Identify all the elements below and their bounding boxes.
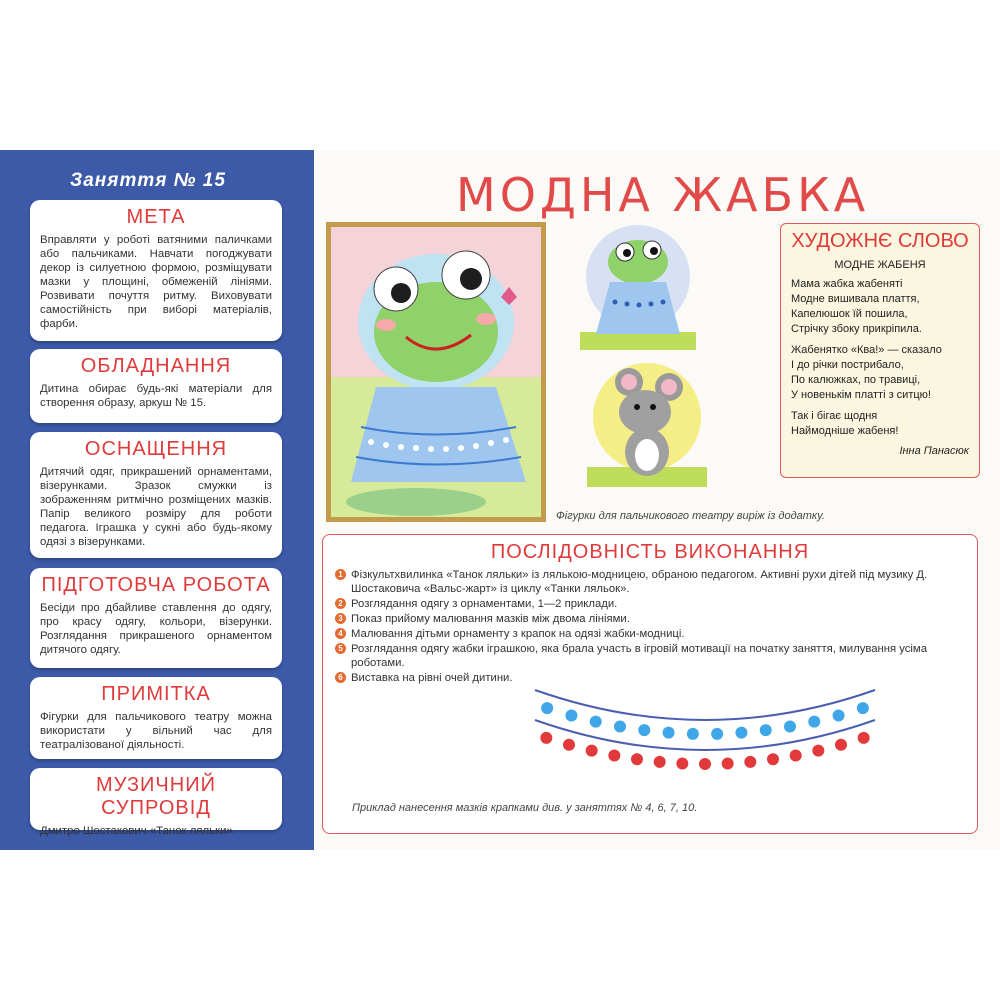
step-number-badge: 4 (335, 628, 346, 639)
red-dot (722, 757, 734, 769)
red-dot (586, 745, 598, 757)
blue-dot (735, 727, 747, 739)
red-dot (744, 756, 756, 768)
card-furnishing (30, 432, 282, 558)
card-text: Дитина обирає будь-які матеріали для створення образу, аркуш № 15. (40, 383, 272, 409)
red-dot (790, 749, 802, 761)
step-number-badge: 1 (335, 569, 346, 580)
card-title: ОБЛАДНАННЯ (80, 355, 232, 377)
finger-puppet-mouse (587, 357, 707, 497)
step-text: Малювання дітьми орнаменту з крапок на одязі жабки-модниці. (351, 628, 685, 640)
poem-author: Інна Панасюк (899, 445, 969, 457)
step-number-badge: 6 (335, 672, 346, 683)
sequence-step (335, 568, 965, 596)
frog-illustration (331, 227, 541, 517)
blue-dot (833, 709, 845, 721)
sequence-step (335, 627, 965, 641)
blue-dot (857, 702, 869, 714)
poem-stanza: Мама жабка жабеняті Модне вишивала плаття, Капелюшок їй пошила, Стрічку збоку прикріпила. (791, 278, 922, 335)
dot-ornament-example (530, 680, 880, 780)
step-text: Фізкультхвилинка «Танок ляльки» із лялькою-модницею, обраною педагогом. Активні рухи дітей під музику Д. Шостаковича «Вальс-жарт» із циклу «Танки ляльок». (351, 569, 928, 595)
poem-stanza: Так і бігає щодня Наймодніше жабеня! (791, 410, 899, 437)
card-equipment (30, 349, 282, 423)
step-text: Розглядання одягу жабки іграшкою, яка брала участь в ігровій мотивації на початку заняття, милування усіма роботами. (351, 643, 927, 669)
card-title: ПІДГОТОВЧА РОБОТА (41, 574, 271, 596)
frog-picture-frame (326, 222, 546, 522)
poem-box (780, 223, 980, 478)
poem-stanza: Жабенятко «Ква!» — сказало І до річки пострибало, По калюжках, по травиці, У новенькім платті з ситцю! (791, 344, 942, 401)
red-dot (563, 739, 575, 751)
sequence-note: Приклад нанесення мазків крапками див. у заняттях № 4, 6, 7, 10. (352, 802, 698, 814)
sequence-heading: ПОСЛІДОВНІСТЬ ВИКОНАННЯ (490, 541, 810, 563)
step-number-badge: 2 (335, 598, 346, 609)
blue-dot (541, 702, 553, 714)
card-text: Фігурки для пальчикового театру можна використати у вільний час для театралізованої діяльності. (40, 711, 272, 751)
red-dot (858, 732, 870, 744)
page-title: МОДНА ЖАБКА (456, 168, 870, 222)
red-dot (540, 732, 552, 744)
blue-dot (638, 724, 650, 736)
sequence-step (335, 612, 965, 626)
red-dot (676, 757, 688, 769)
step-text: Розглядання одягу з орнаментами, 1—2 приклади. (351, 598, 618, 610)
red-dot (835, 739, 847, 751)
step-number-badge: 5 (335, 643, 346, 654)
card-title: ОСНАЩЕННЯ (84, 438, 228, 460)
card-text: Дитячий одяг, прикрашений орнаментами, візерунками. Зразок смужки із зображенням ритмічно розміщених мазків. Папір великого розміру для роботи педагога. Іграшка у сукні або будь-якому одязі з візерунками. (40, 466, 272, 548)
card-text: Вправляти у роботі ватяними паличками або пальчиками. Навчати погоджувати декор із силуетною формою, розміщувати мазки у площині, обмеженій лініями. Розвивати почуття ритму. Виховувати самостійність при виборі матеріалів, фарби. (40, 234, 272, 330)
card-text: Дмитро Шостакович «Танок ляльки». (40, 825, 236, 837)
blue-dot (663, 727, 675, 739)
step-text: Виставка на рівні очей дитини. (351, 672, 513, 684)
sequence-step (335, 642, 965, 670)
step-text: Показ прийому малювання мазків між двома лініями. (351, 613, 630, 625)
finger-puppet-frog (580, 222, 696, 352)
blue-dot (808, 716, 820, 728)
red-dot (654, 756, 666, 768)
blue-dot (590, 716, 602, 728)
card-note (30, 677, 282, 759)
lesson-number: Заняття № 15 (70, 170, 226, 191)
step-number-badge: 3 (335, 613, 346, 624)
poem-title: МОДНЕ ЖАБЕНЯ (834, 259, 926, 271)
red-dot (767, 753, 779, 765)
sequence-step (335, 597, 965, 611)
red-dot (631, 753, 643, 765)
red-dot (608, 749, 620, 761)
red-dot (699, 758, 711, 770)
blue-dot (614, 721, 626, 733)
blue-dot (760, 724, 772, 736)
blue-dot (687, 728, 699, 740)
card-text: Бесіди про дбайливе ставлення до одягу, про красу одягу, кольори, візерунки. Розглядання прикрашеного орнаментом дитячого одягу. (40, 602, 272, 656)
card-music (30, 768, 282, 837)
blue-dot (565, 709, 577, 721)
card-title: МУЗИЧНИЙ СУПРОВІД (96, 774, 216, 819)
figures-caption: Фігурки для пальчикового театру виріж із додатку. (556, 510, 825, 522)
blue-dot (711, 728, 723, 740)
red-dot (812, 745, 824, 757)
blue-dot (784, 721, 796, 733)
card-title: ПРИМІТКА (101, 683, 211, 705)
card-preparation (30, 568, 282, 668)
poem-heading: ХУДОЖНЄ СЛОВО (791, 230, 969, 252)
card-title: МЕТА (126, 206, 186, 228)
card-meta (30, 200, 282, 341)
